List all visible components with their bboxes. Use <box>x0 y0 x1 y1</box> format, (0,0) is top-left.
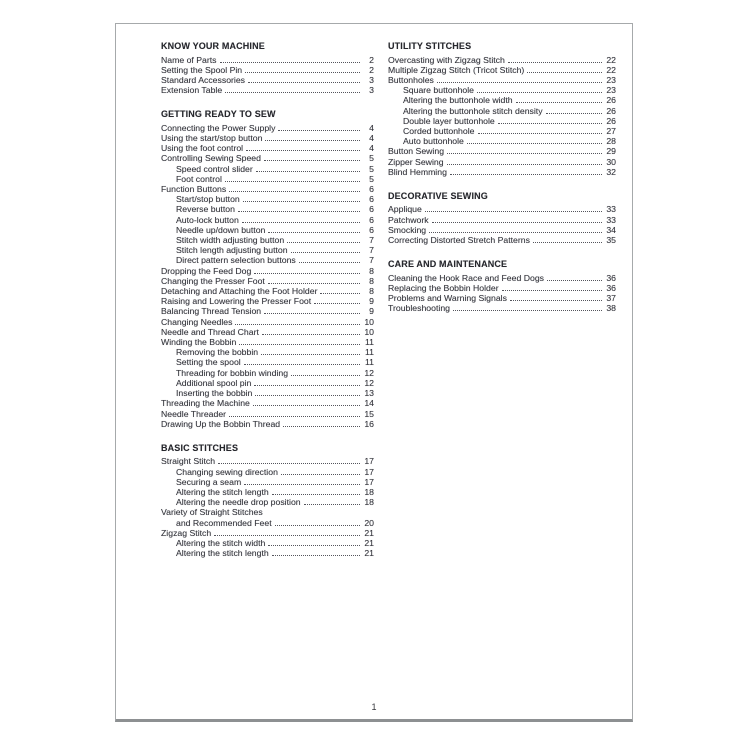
toc-entry <box>161 55 374 65</box>
leader-dots <box>239 343 360 345</box>
leader-dots <box>256 170 360 172</box>
toc-entry-page-number: 18 <box>364 497 374 508</box>
leader-dots <box>547 279 602 281</box>
toc-entry <box>161 357 374 367</box>
toc-entry <box>161 194 374 204</box>
toc-entry-label: Start/stop button <box>176 194 240 205</box>
toc-entry-label: Problems and Warning Signals <box>388 293 507 304</box>
toc-entry <box>388 75 616 85</box>
leader-dots <box>248 81 360 83</box>
toc-entry <box>161 347 374 357</box>
leader-dots <box>246 149 360 151</box>
leader-dots <box>264 159 360 161</box>
toc-entry-page-number: 35 <box>606 235 616 246</box>
toc-entry-page-number: 6 <box>369 204 374 215</box>
page-number: 1 <box>371 702 377 712</box>
toc-entry <box>161 456 374 466</box>
toc-entry-page-number: 5 <box>369 153 374 164</box>
toc-entry <box>161 467 374 477</box>
toc-entry <box>161 317 374 327</box>
toc-entry-page-number: 23 <box>606 74 616 85</box>
leader-dots <box>429 231 602 233</box>
toc-entry-label: Altering the buttonhole width <box>403 95 513 106</box>
toc-entry-page-number: 9 <box>369 296 374 307</box>
toc-entry-page-number: 20 <box>364 517 374 528</box>
toc-entry-page-number: 28 <box>606 136 616 147</box>
toc-entry <box>388 273 616 283</box>
toc-entry-label: Replacing the Bobbin Holder <box>388 282 499 293</box>
section-heading: DECORATIVE SEWING <box>388 190 488 201</box>
toc-entry-label: Straight Stitch <box>161 456 216 467</box>
section-heading: BASIC STITCHES <box>161 442 239 453</box>
toc-entry-label: Needle up/down button <box>176 224 266 235</box>
toc-entry <box>161 409 374 419</box>
toc-entry <box>161 378 374 388</box>
leader-dots <box>477 91 602 93</box>
toc-entry <box>388 126 616 136</box>
toc-entry-page-number: 30 <box>606 156 616 167</box>
section-heading: GETTING READY TO SEW <box>161 109 276 120</box>
toc-entry-page-number: 3 <box>369 85 374 96</box>
toc-entry <box>388 167 616 177</box>
leader-dots <box>453 309 602 311</box>
toc-section <box>388 259 616 313</box>
document-page <box>115 23 633 722</box>
leader-dots <box>253 404 360 406</box>
leader-dots <box>425 210 602 212</box>
toc-entry <box>388 55 616 65</box>
toc-entry <box>161 497 374 507</box>
toc-entry-label: Setting the spool <box>176 357 241 368</box>
toc-entry-page-number: 36 <box>606 282 616 293</box>
toc-entry-page-number: 5 <box>369 173 374 184</box>
toc-entry-page-number: 16 <box>364 418 374 429</box>
leader-dots <box>218 462 360 464</box>
toc-entry-label: Altering the stitch width <box>176 538 266 549</box>
toc-entry <box>161 143 374 153</box>
toc-entry-label: Detaching and Attaching the Foot Holder <box>161 286 318 297</box>
toc-entry-page-number: 12 <box>364 377 374 388</box>
leader-dots <box>244 363 360 365</box>
toc-entry-label: Variety of Straight Stitches <box>161 507 263 518</box>
toc-entry-page-number: 12 <box>364 367 374 378</box>
toc-entry <box>161 487 374 497</box>
toc-entry-label: Inserting the bobbin <box>176 388 253 399</box>
toc-entry-label: Button Sewing <box>388 146 445 157</box>
toc-entry-label: Blind Hemming <box>388 166 447 177</box>
leader-dots <box>244 483 360 485</box>
leader-dots <box>243 200 360 202</box>
leader-dots <box>229 190 360 192</box>
leader-dots <box>450 173 602 175</box>
toc-entry-label: Stitch width adjusting button <box>176 235 285 246</box>
toc-entry-page-number: 6 <box>369 224 374 235</box>
toc-entry-page-number: 26 <box>606 105 616 116</box>
toc-entry-page-number: 6 <box>369 214 374 225</box>
leader-dots <box>533 241 602 243</box>
section-heading: UTILITY STITCHES <box>388 41 472 51</box>
toc-entry-label: Altering the needle drop position <box>176 497 301 508</box>
leader-dots <box>278 129 360 131</box>
toc-entry-label: Using the start/stop button <box>161 133 263 144</box>
leader-dots <box>432 221 602 223</box>
toc-entry-page-number: 17 <box>364 476 374 487</box>
toc-entry <box>388 225 616 235</box>
leader-dots <box>320 292 360 294</box>
toc-entry-label: Stitch length adjusting button <box>176 245 288 256</box>
leader-dots <box>510 299 602 301</box>
toc-entry-label: Altering the buttonhole stitch density <box>403 105 543 116</box>
toc-entry <box>388 146 616 156</box>
toc-entry <box>388 85 616 95</box>
toc-entry-page-number: 23 <box>606 85 616 96</box>
leader-dots <box>229 415 360 417</box>
leader-dots <box>275 524 360 526</box>
toc-entry-page-number: 37 <box>606 293 616 304</box>
toc-entry <box>161 235 374 245</box>
leader-dots <box>527 71 602 73</box>
toc-entry-label: Smocking <box>388 224 427 235</box>
toc-entry-label: Altering the stitch length <box>176 548 269 559</box>
toc-section <box>161 41 374 95</box>
toc-entry-label: Additional spool pin <box>176 377 252 388</box>
toc-entry-page-number: 6 <box>369 184 374 195</box>
toc-entry-label: Controlling Sewing Speed <box>161 153 261 164</box>
toc-entry <box>161 133 374 143</box>
toc-entry-label: Connecting the Power Supply <box>161 122 276 133</box>
leader-dots <box>242 221 360 223</box>
toc-entry-label: Buttonholes <box>388 74 434 85</box>
toc-entry-page-number: 14 <box>364 398 374 409</box>
toc-entry-page-number: 33 <box>606 214 616 225</box>
toc-entry-label: Correcting Distorted Stretch Patterns <box>388 235 530 246</box>
toc-entry <box>161 75 374 85</box>
toc-entry-page-number: 26 <box>606 95 616 106</box>
toc-entry <box>161 153 374 163</box>
leader-dots <box>238 210 360 212</box>
toc-entry-label: Threading for bobbin winding <box>176 367 289 378</box>
toc-entry-label: Extension Table <box>161 85 223 96</box>
leader-dots <box>265 139 360 141</box>
toc-entry-label: Setting the Spool Pin <box>161 64 243 75</box>
toc-entry-page-number: 4 <box>369 143 374 154</box>
toc-entry-label: Winding the Bobbin <box>161 337 237 348</box>
toc-entry <box>161 276 374 286</box>
toc-column-left <box>161 41 374 572</box>
toc-entry-page-number: 21 <box>364 527 374 538</box>
toc-entry-label: and Recommended Feet <box>176 517 272 528</box>
toc-entry <box>161 286 374 296</box>
leader-dots <box>225 91 360 93</box>
toc-entry <box>161 306 374 316</box>
toc-entry <box>161 204 374 214</box>
toc-entry-page-number: 21 <box>364 548 374 559</box>
toc-entry-page-number: 33 <box>606 204 616 215</box>
toc-entry-page-number: 36 <box>606 272 616 283</box>
toc-entry-page-number: 17 <box>364 466 374 477</box>
toc-entry-label: Needle Threader <box>161 408 227 419</box>
toc-entry-label: Foot control <box>176 173 222 184</box>
toc-entry-page-number: 27 <box>606 125 616 136</box>
toc-entry-label: Double layer buttonhole <box>403 115 495 126</box>
toc-entry-page-number: 11 <box>364 357 374 368</box>
leader-dots <box>254 272 360 274</box>
toc-entry <box>161 518 374 528</box>
toc-entry-label: Name of Parts <box>161 54 217 65</box>
toc-entry <box>161 266 374 276</box>
leader-dots <box>314 302 360 304</box>
toc-column-right <box>388 41 616 328</box>
leader-dots <box>268 231 360 233</box>
toc-entry-label: Dropping the Feed Dog <box>161 265 252 276</box>
leader-dots <box>516 101 602 103</box>
toc-entry <box>161 296 374 306</box>
toc-entry <box>161 538 374 548</box>
toc-entry <box>161 245 374 255</box>
leader-dots <box>478 132 603 134</box>
toc-entry-page-number: 7 <box>369 245 374 256</box>
toc-section <box>388 191 616 245</box>
toc-entry-page-number: 26 <box>606 115 616 126</box>
leader-dots <box>508 61 602 63</box>
toc-entry-label: Changing the Presser Foot <box>161 275 265 286</box>
toc-entry <box>161 164 374 174</box>
toc-entry <box>161 123 374 133</box>
toc-entry <box>388 215 616 225</box>
leader-dots <box>235 323 360 325</box>
toc-entry-label: Patchwork <box>388 214 429 225</box>
toc-entry-page-number: 10 <box>364 326 374 337</box>
leader-dots <box>264 312 360 314</box>
toc-entry-page-number: 8 <box>369 286 374 297</box>
leader-dots <box>268 282 360 284</box>
toc-entry-label: Removing the bobbin <box>176 347 259 358</box>
toc-entry <box>388 65 616 75</box>
leader-dots <box>287 241 360 243</box>
toc-entry <box>161 255 374 265</box>
toc-entry <box>388 283 616 293</box>
toc-entry-label: Direct pattern selection buttons <box>176 255 296 266</box>
toc-entry <box>388 204 616 214</box>
toc-section <box>388 41 616 177</box>
toc-entry-label: Using the foot control <box>161 143 244 154</box>
toc-entry <box>388 293 616 303</box>
toc-entry-label: Corded buttonhole <box>403 125 475 136</box>
toc-entry-label: Speed control slider <box>176 163 253 174</box>
toc-entry-label: Drawing Up the Bobbin Thread <box>161 418 281 429</box>
leader-dots <box>498 122 602 124</box>
toc-entry-page-number: 3 <box>369 74 374 85</box>
section-heading: KNOW YOUR MACHINE <box>161 41 265 51</box>
toc-entry <box>161 65 374 75</box>
toc-entry-page-number: 29 <box>606 146 616 157</box>
toc-entry-page-number: 9 <box>369 306 374 317</box>
toc-entry-page-number: 8 <box>369 265 374 276</box>
toc-entry <box>161 388 374 398</box>
toc-entry-label: Standard Accessories <box>161 74 246 85</box>
toc-entry-page-number: 15 <box>364 408 374 419</box>
toc-entry-label: Auto buttonhole <box>403 136 464 147</box>
toc-entry-page-number: 11 <box>364 347 374 358</box>
toc-entry <box>388 303 616 313</box>
leader-dots <box>255 394 360 396</box>
toc-entry <box>161 184 374 194</box>
toc-entry-label: Zipper Sewing <box>388 156 444 167</box>
toc-entry-page-number: 13 <box>364 388 374 399</box>
section-heading: CARE AND MAINTENANCE <box>388 259 508 270</box>
toc-entry-page-number: 7 <box>369 255 374 266</box>
toc-entry <box>161 215 374 225</box>
leader-dots <box>437 81 602 83</box>
leader-dots <box>268 544 360 546</box>
toc-entry <box>161 528 374 538</box>
toc-entry-label: Troubleshooting <box>388 303 450 314</box>
toc-entry <box>161 368 374 378</box>
leader-dots <box>299 261 360 263</box>
toc-entry-label: Overcasting with Zigzag Stitch <box>388 54 505 65</box>
leader-dots <box>546 112 602 114</box>
leader-dots <box>283 425 360 427</box>
toc-entry-page-number: 2 <box>369 54 374 65</box>
leader-dots <box>291 374 360 376</box>
toc-section <box>161 443 374 559</box>
toc-entry <box>161 327 374 337</box>
toc-entry-page-number: 7 <box>369 235 374 246</box>
toc-entry-page-number: 22 <box>606 64 616 75</box>
leader-dots <box>304 503 360 505</box>
toc-entry-page-number: 22 <box>606 54 616 65</box>
leader-dots <box>467 142 602 144</box>
toc-entry <box>161 477 374 487</box>
toc-entry-page-number: 10 <box>364 316 374 327</box>
toc-entry <box>161 174 374 184</box>
toc-entry-page-number: 34 <box>606 224 616 235</box>
toc-entry-page-number: 17 <box>364 456 374 467</box>
toc-entry-page-number: 38 <box>606 303 616 314</box>
toc-entry-page-number: 8 <box>369 275 374 286</box>
leader-dots <box>447 152 602 154</box>
toc-entry-label: Balancing Thread Tension <box>161 306 262 317</box>
toc-entry-label: Raising and Lowering the Presser Foot <box>161 296 312 307</box>
leader-dots <box>502 289 602 291</box>
toc-entry <box>388 106 616 116</box>
toc-entry <box>161 85 374 95</box>
leader-dots <box>245 71 360 73</box>
toc-entry <box>161 419 374 429</box>
leader-dots <box>291 251 360 253</box>
toc-entry-page-number: 32 <box>606 166 616 177</box>
toc-entry-label: Multiple Zigzag Stitch (Tricot Stitch) <box>388 64 525 75</box>
toc-entry <box>161 507 374 517</box>
toc-entry <box>388 116 616 126</box>
leader-dots <box>272 493 360 495</box>
toc-entry <box>161 398 374 408</box>
toc-entry-label: Altering the stitch length <box>176 487 269 498</box>
toc-entry <box>388 157 616 167</box>
toc-entry-page-number: 11 <box>364 337 374 348</box>
toc-entry <box>161 337 374 347</box>
toc-entry-page-number: 18 <box>364 487 374 498</box>
leader-dots <box>225 180 360 182</box>
toc-entry-label: Cleaning the Hook Race and Feed Dogs <box>388 272 544 283</box>
toc-entry-label: Function Buttons <box>161 184 227 195</box>
toc-entry-page-number: 2 <box>369 64 374 75</box>
toc-entry-page-number: 21 <box>364 538 374 549</box>
toc-entry-label: Changing sewing direction <box>176 466 278 477</box>
toc-entry <box>161 225 374 235</box>
leader-dots <box>272 554 360 556</box>
leader-dots <box>220 61 360 63</box>
toc-entry-label: Changing Needles <box>161 316 233 327</box>
toc-entry-label: Zigzag Stitch <box>161 527 212 538</box>
toc-entry-label: Applique <box>388 204 422 215</box>
toc-entry-label: Square buttonhole <box>403 85 475 96</box>
toc-entry-label: Reverse button <box>176 204 235 215</box>
toc-section <box>161 109 374 429</box>
toc-entry <box>388 235 616 245</box>
toc-entry-label: Auto-lock button <box>176 214 239 225</box>
leader-dots <box>214 534 360 536</box>
toc-entry-label: Securing a seam <box>176 476 242 487</box>
toc-entry-label: Needle and Thread Chart <box>161 326 259 337</box>
leader-dots <box>447 163 602 165</box>
leader-dots <box>281 473 360 475</box>
leader-dots <box>254 384 360 386</box>
toc-entry-page-number: 5 <box>369 163 374 174</box>
toc-entry-page-number: 4 <box>369 122 374 133</box>
toc-entry-page-number: 4 <box>369 133 374 144</box>
toc-entry <box>161 548 374 558</box>
toc-entry-label: Threading the Machine <box>161 398 250 409</box>
leader-dots <box>262 333 360 335</box>
toc-entry-page-number: 6 <box>369 194 374 205</box>
toc-entry <box>388 136 616 146</box>
leader-dots <box>261 353 360 355</box>
toc-entry <box>388 95 616 105</box>
